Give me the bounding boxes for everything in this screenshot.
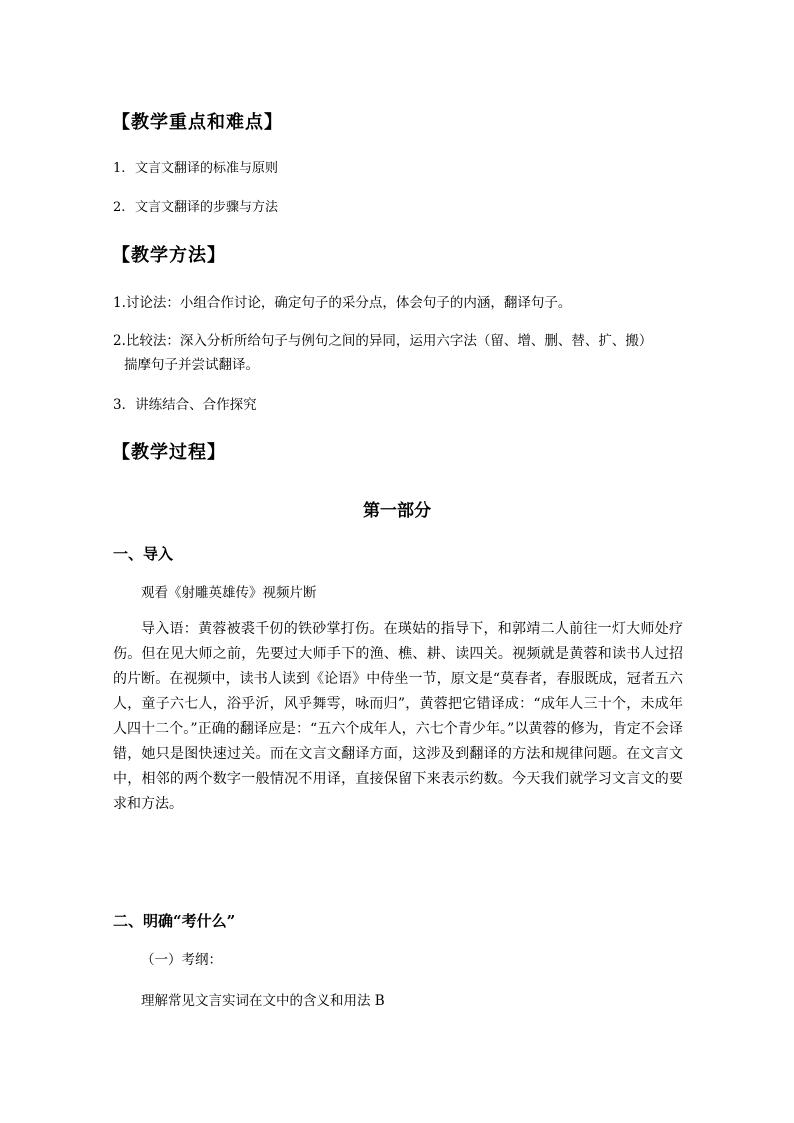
focus-item-1-number: 1.: [113, 161, 126, 176]
intro-video-line: 观看《射雕英雄传》视频片断: [141, 585, 317, 601]
method-heading: 【教学方法】: [112, 245, 226, 266]
focus-item-2: [113, 196, 278, 215]
part-title: 第一部分: [363, 501, 431, 521]
focus-heading: 【教学重点和难点】: [112, 112, 283, 133]
method-item-3: 3．讲练结合、合作探究: [113, 397, 257, 413]
method-item-2: 2.比较法：深入分析所给句子与例句之间的异同，运用六字法（留、增、删、替、扩、搬）: [113, 333, 653, 349]
process-heading: 【教学过程】: [112, 442, 226, 463]
intro-paragraph: 导入语：黄蓉被裘千仞的铁砂掌打伤。在瑛姑的指导下，和郭靖二人前往一灯大师处疗伤。但在见大师之前，先要过大师手下的渔、樵、耕、读四关。视频就是黄蓉和读书人过招的片断。在视频中，读书人读到《论语》中侍坐一节，原文是“莫春者，春服既成，冠者五六人，童子六七人，浴乎沂，风乎舞雩，咏而归”，黄蓉把它错译成：“成年人三十个，未成年人四十二个。”正确的翻译应是：“五六个成年人，六七个青少年。”以黄蓉的修为，肯定不会译错，她只是图快速过关。而在文言文翻译方面，这涉及到翻译的方法和规律问题。在文言文中，相邻的两个数字一般情况不用译，直接保留下来表示约数。今天我们就学习文言文的要求和方法。: [113, 621, 683, 812]
method-item-1: 1.讨论法：小组合作讨论，确定句子的采分点，体会句子的内涵，翻译句子。: [113, 295, 572, 311]
clarify-heading: 二、明确“考什么”: [113, 912, 236, 930]
focus-item-2-text: 文言文翻译的步骤与方法: [135, 200, 279, 215]
focus-item-1: [113, 157, 278, 176]
outline-label: （一）考纲：: [141, 952, 222, 968]
method-item-2-continued: 揣摩句子并尝试翻译。: [124, 357, 259, 373]
intro-heading: 一、导入: [113, 545, 174, 563]
focus-item-1-text: 文言文翻译的标准与原则: [135, 161, 279, 176]
outline-item: 理解常见文言实词在文中的含义和用法 B: [141, 993, 385, 1009]
focus-item-2-number: 2.: [113, 200, 126, 215]
